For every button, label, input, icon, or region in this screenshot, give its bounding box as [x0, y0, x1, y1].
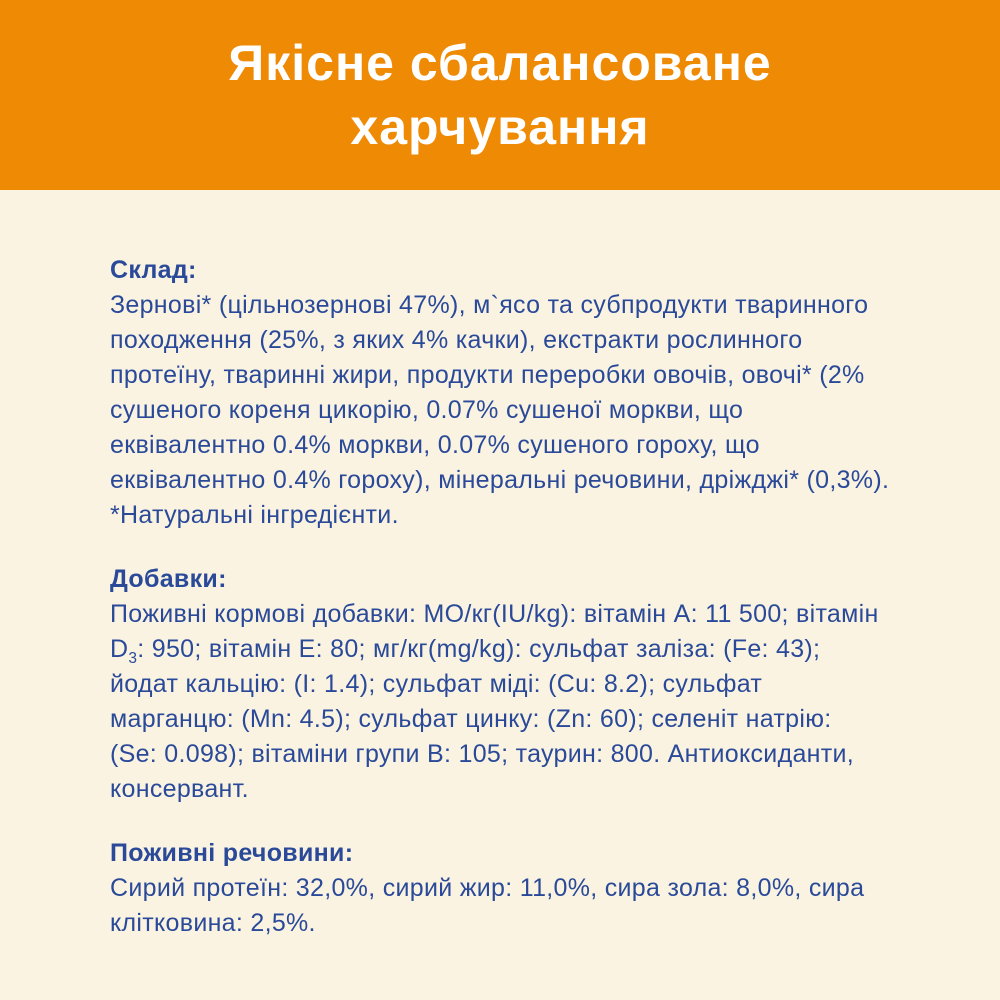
- composition-line: сушеного кореня цикорію, 0.07% сушеної моркви, що: [110, 396, 744, 424]
- composition-line: Зернові* (цільнозернові 47%), м`ясо та субпродукти тваринного: [110, 291, 869, 319]
- composition-line: походження (25%, з яких 4% качки), екстракти рослинного: [110, 326, 803, 354]
- additives-line: (Se: 0.098); вітаміни групи В: 105; таурин: 800. Антиоксиданти,: [110, 740, 855, 768]
- vitamin-d-subscript: 3: [128, 650, 138, 667]
- nutrients-line: клітковина: 2,5%.: [110, 909, 316, 937]
- additives-line: марганцю: (Mn: 4.5); сульфат цинку: (Zn: 60); селеніт натрію:: [110, 705, 832, 733]
- page-title-line-2: харчування: [350, 99, 650, 155]
- label-content: [0, 190, 1000, 941]
- natural-ingredients-note: *Натуральні інгредієнти.: [110, 501, 399, 529]
- additives-line: Поживні кормові добавки: МО/кг(IU/kg): вітамін А: 11 500; вітамін: [110, 600, 879, 628]
- composition-line: еквівалентно 0.4% гороху), мінеральні речовини, дріжджі* (0,3%).: [110, 466, 890, 494]
- additives-line: консервант.: [110, 775, 249, 803]
- nutrients-line: Сирий протеїн: 32,0%, сирий жир: 11,0%, сира зола: 8,0%, сира: [110, 874, 865, 902]
- header-banner: [0, 0, 1000, 190]
- vitamin-d-symbol: D: [110, 635, 129, 663]
- additives-heading: Добавки:: [110, 565, 227, 593]
- composition-line: еквівалентно 0.4% моркви, 0.07% сушеного гороху, що: [110, 431, 760, 459]
- composition-heading: Склад:: [110, 256, 197, 284]
- nutrients-heading: Поживні речовини:: [110, 839, 354, 867]
- additives-line-rest: : 950; вітамін Е: 80; мг/кг(mg/kg): сульфат заліза: (Fe: 43);: [137, 635, 821, 663]
- composition-section: [110, 253, 910, 533]
- additives-line: йодат кальцію: (І: 1.4); сульфат міді: (Cu: 8.2); сульфат: [110, 670, 763, 698]
- additives-line-vitamin-d3: [110, 632, 910, 667]
- nutrients-section: [110, 836, 910, 941]
- additives-section: [110, 562, 910, 807]
- page-title-line-1: Якісне сбалансоване: [228, 35, 772, 91]
- composition-line: протеїну, тваринні жири, продукти переробки овочів, овочі* (2%: [110, 361, 865, 389]
